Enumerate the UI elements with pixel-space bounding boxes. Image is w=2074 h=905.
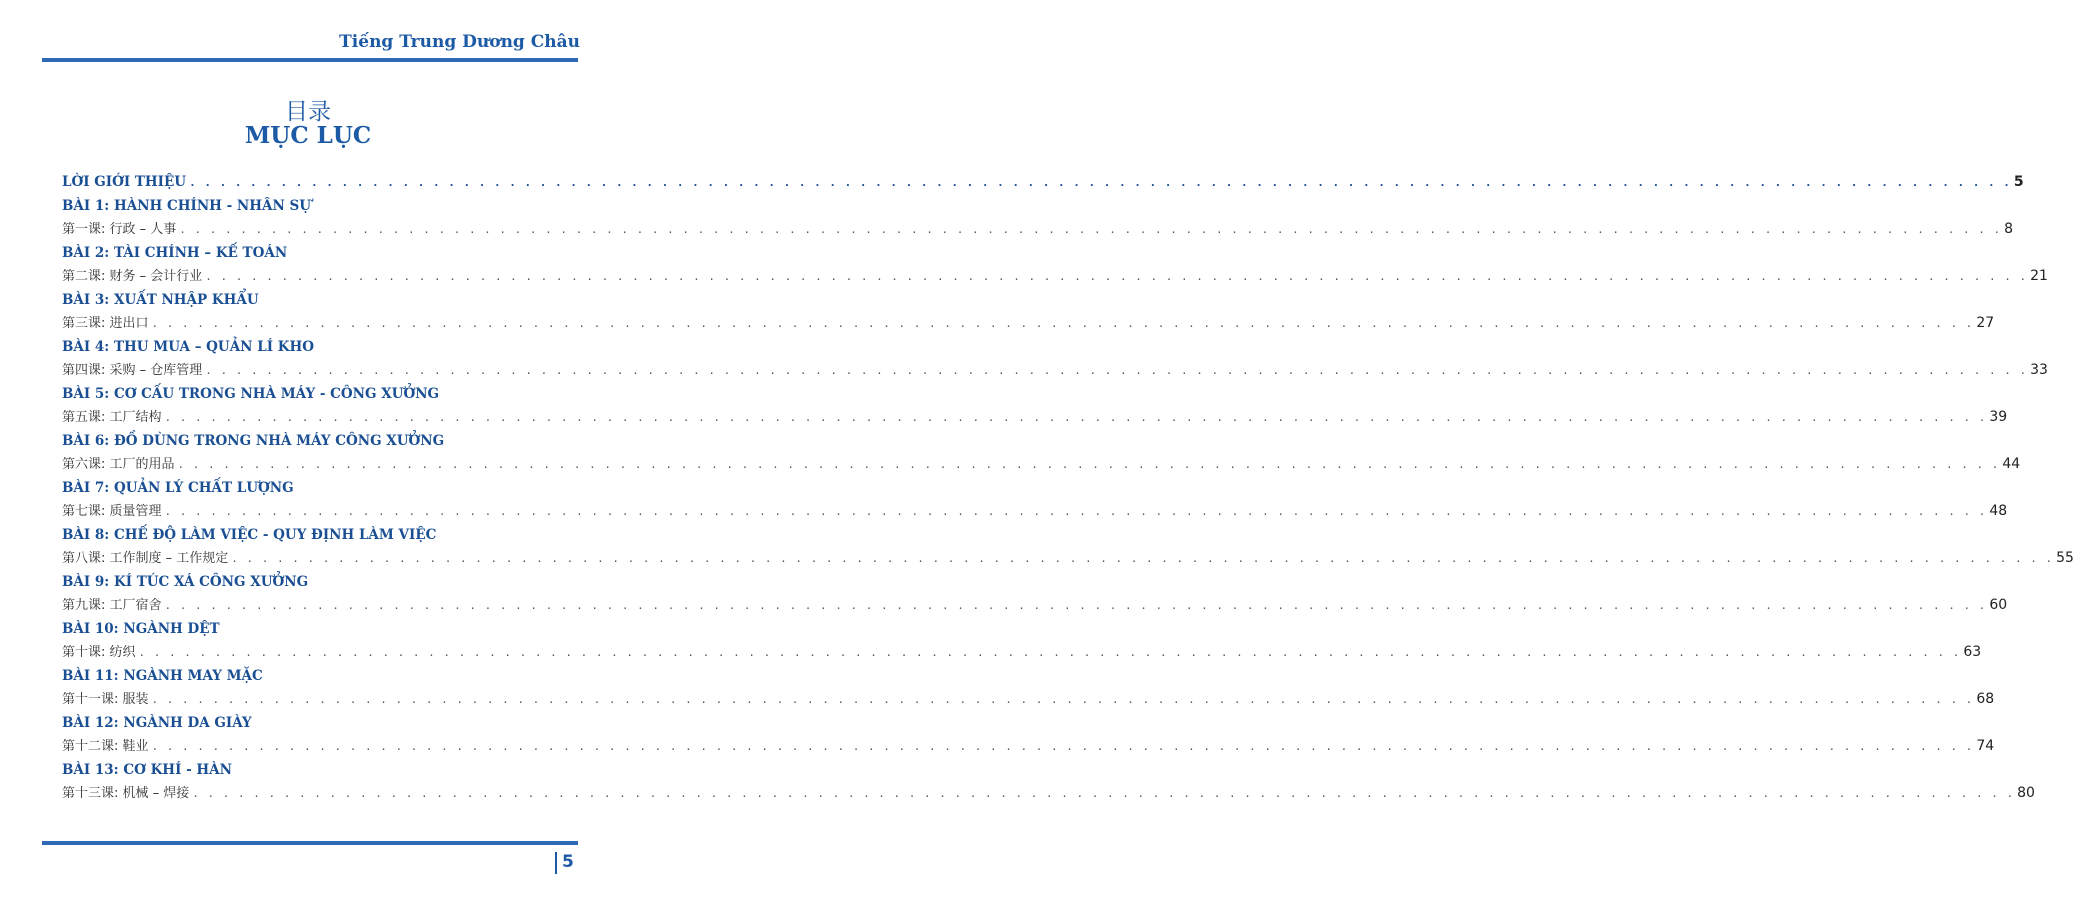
toc-leader-dots: . . . . . . . . . . . . . . . . . . . . . . . . . . . . . . . . . . . . . . . . . . . . . . . . . . . . . . . . . . . . . . . . . . . . . . . . . . . . . . . . . . . . . . . . . . . . . . . . . . . . . . . . . . . . . . . . . . . . . . . . bbox=[189, 176, 2011, 189]
toc-chinese-title: 第六课: 工厂的用品 bbox=[62, 457, 175, 472]
toc-page-number: 55 bbox=[2056, 550, 2074, 566]
toc-lesson-row[interactable] bbox=[62, 195, 536, 219]
toc-lesson-title: BÀI 7: QUẢN LÝ CHẤT LƯỢNG bbox=[62, 479, 294, 496]
toc-chinese-title: 第三课: 进出口 bbox=[62, 316, 149, 331]
toc-chinese-title: 第九课: 工厂宿舍 bbox=[62, 598, 162, 613]
toc-leader-dots: . . . . . . . . . . . . . . . . . . . . . . . . . . . . . . . . . . . . . . . . . . . . . . . . . . . . . . . . . . . . . . . . . . . . . . . . . . . . . . . . . . . . . . . . . . . . . . . . . . . . . . . . . . . . . . . . . . . . . . . . bbox=[151, 740, 1974, 753]
toc-subtitle-row[interactable] bbox=[62, 641, 1982, 665]
toc-chinese-title: 第十一课: 服装 bbox=[62, 692, 149, 707]
toc-lesson-row[interactable] bbox=[62, 712, 536, 736]
toc-lesson-row[interactable] bbox=[62, 289, 536, 313]
toc-leader-dots: . . . . . . . . . . . . . . . . . . . . . . . . . . . . . . . . . . . . . . . . . . . . . . . . . . . . . . . . . . . . . . . . . . . . . . . . . . . . . . . . . . . . . . . . . . . . . . . . . . . . . . . . . . . . . . . . . . . . . . . . bbox=[177, 458, 2000, 471]
toc-chinese-title: 第二课: 财务 – 会计行业 bbox=[62, 269, 203, 284]
toc-leader-dots: . . . . . . . . . . . . . . . . . . . . . . . . . . . . . . . . . . . . . . . . . . . . . . . . . . . . . . . . . . . . . . . . . . . . . . . . . . . . . . . . . . . . . . . . . . . . . . . . . . . . . . . . . . . . . . . . . . . . . . . . bbox=[192, 787, 2015, 800]
toc-page-number: 48 bbox=[1989, 503, 2008, 519]
toc-chinese-title: 第七课: 质量管理 bbox=[62, 504, 162, 519]
toc-lesson-title: BÀI 12: NGÀNH DA GIÀY bbox=[62, 714, 252, 731]
toc-leader-dots: . . . . . . . . . . . . . . . . . . . . . . . . . . . . . . . . . . . . . . . . . . . . . . . . . . . . . . . . . . . . . . . . . . . . . . . . . . . . . . . . . . . . . . . . . . . . . . . . . . . . . . . . . . . . . . . . . . . . . . . . bbox=[151, 317, 1974, 330]
toc-chinese-title: 第八课: 工作制度 – 工作规定 bbox=[62, 551, 229, 566]
toc-subtitle-row[interactable] bbox=[62, 594, 2008, 618]
toc-lesson-title: BÀI 11: NGÀNH MAY MẶC bbox=[62, 667, 263, 684]
toc-lesson-row[interactable] bbox=[62, 242, 536, 266]
toc-chinese-title: 第五课: 工厂结构 bbox=[62, 410, 162, 425]
toc-page-number: 44 bbox=[2002, 456, 2021, 472]
toc-lesson-title: BÀI 6: ĐỒ DÙNG TRONG NHÀ MÁY CÔNG XƯỞNG bbox=[62, 432, 445, 449]
toc-chinese-title: 第四课: 采购 – 仓库管理 bbox=[62, 363, 203, 378]
toc-subtitle-row[interactable] bbox=[62, 688, 1995, 712]
toc-subtitle-row[interactable] bbox=[62, 359, 2048, 383]
toc-leader-dots: . . . . . . . . . . . . . . . . . . . . . . . . . . . . . . . . . . . . . . . . . . . . . . . . . . . . . . . . . . . . . . . . . . . . . . . . . . . . . . . . . . . . . . . . . . . . . . . . . . . . . . . . . . . . . . . . . . . . . . . . bbox=[205, 270, 2028, 283]
toc-lesson-row[interactable] bbox=[62, 618, 536, 642]
toc-subtitle-row[interactable] bbox=[62, 782, 2035, 806]
toc-lesson-row[interactable] bbox=[62, 430, 536, 454]
toc-subtitle-row[interactable] bbox=[62, 218, 2013, 242]
toc-leader-dots: . . . . . . . . . . . . . . . . . . . . . . . . . . . . . . . . . . . . . . . . . . . . . . . . . . . . . . . . . . . . . . . . . . . . . . . . . . . . . . . . . . . . . . . . . . . . . . . . . . . . . . . . . . . . . . . . . . . . . . . . bbox=[179, 223, 2002, 236]
toc-lesson-title: BÀI 10: NGÀNH DỆT bbox=[62, 620, 220, 637]
toc-page-number: 39 bbox=[1989, 409, 2008, 425]
toc-lesson-title: BÀI 9: KÍ TÚC XÁ CÔNG XƯỞNG bbox=[62, 573, 309, 590]
toc-lesson-title: BÀI 5: CƠ CẤU TRONG NHÀ MÁY - CÔNG XƯỞNG bbox=[62, 385, 440, 402]
toc-page-number: 5 bbox=[2013, 174, 2024, 190]
toc-subtitle-row[interactable] bbox=[62, 265, 2048, 289]
toc-chinese-title: 第一课: 行政 – 人事 bbox=[62, 222, 177, 237]
toc-leader-dots: . . . . . . . . . . . . . . . . . . . . . . . . . . . . . . . . . . . . . . . . . . . . . . . . . . . . . . . . . . . . . . . . . . . . . . . . . . . . . . . . . . . . . . . . . . . . . . . . . . . . . . . . . . . . . . . . . . . . . . . . bbox=[151, 693, 1974, 706]
toc-lesson-row[interactable] bbox=[62, 383, 536, 407]
toc-page-number: 8 bbox=[2004, 221, 2013, 237]
toc-lesson-row[interactable] bbox=[62, 524, 536, 548]
toc-chinese-title: 第十课: 纺织 bbox=[62, 645, 136, 660]
toc-page-number: 63 bbox=[1963, 644, 1982, 660]
toc-subtitle-row[interactable] bbox=[62, 547, 2074, 571]
toc-lesson-title: BÀI 1: HÀNH CHÍNH - NHÂN SỰ bbox=[62, 197, 312, 214]
toc-lesson-row[interactable] bbox=[62, 665, 536, 689]
page-number: 5 bbox=[562, 852, 574, 872]
toc-leader-dots: . . . . . . . . . . . . . . . . . . . . . . . . . . . . . . . . . . . . . . . . . . . . . . . . . . . . . . . . . . . . . . . . . . . . . . . . . . . . . . . . . . . . . . . . . . . . . . . . . . . . . . . . . . . . . . . . . . . . . . . . bbox=[164, 411, 1987, 424]
toc-subtitle-row[interactable] bbox=[62, 453, 2021, 477]
toc-chinese-title: 第十三课: 机械 – 焊接 bbox=[62, 786, 190, 801]
toc-lesson-row[interactable] bbox=[62, 477, 536, 501]
title-chinese: 目录 bbox=[285, 99, 331, 125]
toc-chinese-title: 第十二课: 鞋业 bbox=[62, 739, 149, 754]
footer-rule bbox=[42, 841, 578, 845]
toc-lesson-title: BÀI 4: THU MUA – QUẢN LÍ KHO bbox=[62, 338, 314, 355]
toc-subtitle-row[interactable] bbox=[62, 406, 2008, 430]
toc-lesson-title: BÀI 3: XUẤT NHẬP KHẨU bbox=[62, 291, 259, 308]
toc-page-number: 33 bbox=[2030, 362, 2048, 378]
toc-lesson-title: BÀI 8: CHẾ ĐỘ LÀM VIỆC - QUY ĐỊNH LÀM VIỆC bbox=[62, 526, 437, 543]
table-of-contents bbox=[62, 171, 2074, 806]
page-number-bar bbox=[555, 852, 557, 874]
toc-lesson-title: BÀI 13: CƠ KHÍ - HÀN bbox=[62, 761, 232, 778]
toc-page-number: 21 bbox=[2030, 268, 2048, 284]
toc-page-number: 60 bbox=[1989, 597, 2008, 613]
toc-lesson-title: LỜI GIỚI THIỆU bbox=[62, 174, 187, 190]
toc-lesson-row[interactable] bbox=[62, 571, 536, 595]
toc-page-number: 74 bbox=[1976, 738, 1995, 754]
toc-leader-dots: . . . . . . . . . . . . . . . . . . . . . . . . . . . . . . . . . . . . . . . . . . . . . . . . . . . . . . . . . . . . . . . . . . . . . . . . . . . . . . . . . . . . . . . . . . . . . . . . . . . . . . . . . . . . . . . . . . . . . . . . bbox=[164, 505, 1987, 518]
toc-subtitle-row[interactable] bbox=[62, 312, 1995, 336]
toc-leader-dots: . . . . . . . . . . . . . . . . . . . . . . . . . . . . . . . . . . . . . . . . . . . . . . . . . . . . . . . . . . . . . . . . . . . . . . . . . . . . . . . . . . . . . . . . . . . . . . . . . . . . . . . . . . . . . . . . . . . . . . . . bbox=[164, 599, 1987, 612]
toc-leader-dots: . . . . . . . . . . . . . . . . . . . . . . . . . . . . . . . . . . . . . . . . . . . . . . . . . . . . . . . . . . . . . . . . . . . . . . . . . . . . . . . . . . . . . . . . . . . . . . . . . . . . . . . . . . . . . . . . . . . . . . . . bbox=[138, 646, 1961, 659]
toc-lesson-title: BÀI 2: TÀI CHÍNH – KẾ TOÁN bbox=[62, 244, 288, 261]
brand-header: Tiếng Trung Dương Châu bbox=[339, 32, 580, 52]
toc-page-number: 80 bbox=[2017, 785, 2035, 801]
toc-leader-dots: . . . . . . . . . . . . . . . . . . . . . . . . . . . . . . . . . . . . . . . . . . . . . . . . . . . . . . . . . . . . . . . . . . . . . . . . . . . . . . . . . . . . . . . . . . . . . . . . . . . . . . . . . . . . . . . . . . . . . . . . bbox=[205, 364, 2028, 377]
toc-lesson-row[interactable] bbox=[62, 171, 2024, 195]
toc-lesson-row[interactable] bbox=[62, 336, 536, 360]
toc-lesson-row[interactable] bbox=[62, 759, 536, 783]
toc-subtitle-row[interactable] bbox=[62, 735, 1995, 759]
header-rule bbox=[42, 58, 578, 62]
title-vietnamese: MỤC LỤC bbox=[244, 122, 372, 149]
toc-leader-dots: . . . . . . . . . . . . . . . . . . . . . . . . . . . . . . . . . . . . . . . . . . . . . . . . . . . . . . . . . . . . . . . . . . . . . . . . . . . . . . . . . . . . . . . . . . . . . . . . . . . . . . . . . . . . . . . . . . . . . . . . bbox=[231, 552, 2054, 565]
toc-page-number: 27 bbox=[1976, 315, 1995, 331]
toc-subtitle-row[interactable] bbox=[62, 500, 2008, 524]
toc-page-number: 68 bbox=[1976, 691, 1995, 707]
